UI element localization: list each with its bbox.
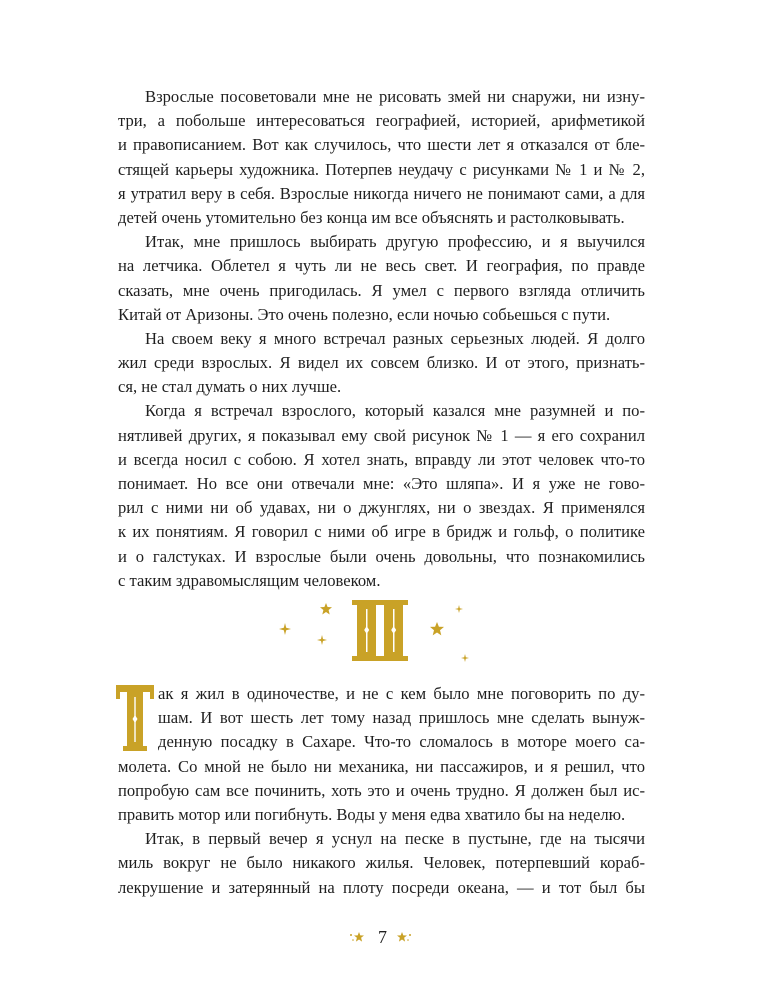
text-line: и всегда носил с собою. Я хотел знать, вправду ли этот человек что-то (118, 449, 645, 469)
body-text-top (118, 85, 645, 593)
text-line: Когда я встречал взрослого, который казался мне разумней и по- (145, 401, 645, 421)
roman-numeral-two (352, 600, 408, 661)
text-line: миль вокруг не было никакого жилья. Человек, потерпевший кораб- (118, 853, 645, 873)
text-line: три, а побольше интересоваться географией, историей, арифметикой (118, 111, 645, 131)
text-line: денную посадку в Сахаре. Что-то сломалось в моторе моего са- (158, 732, 645, 752)
star-icon (455, 605, 463, 613)
star-icon (317, 635, 327, 645)
text-line: ак я жил в одиночестве, и не с кем было мне поговорить по ду- (158, 684, 645, 703)
text-line: молета. Со мной не было ни механика, ни пассажиров, и я решил, что (118, 756, 645, 776)
text-line: На своем веку я много встречал разных серьезных людей. Я долго (145, 328, 645, 348)
text-line: сказать, мне очень пригодилась. Я умел с первого взгляда отличить (118, 280, 645, 300)
text-line: Взрослые посоветовали мне не рисовать змей ни снаружи, ни изну- (145, 87, 645, 106)
text-line: жил среди взрослых. Я видел их совсем близко. И от этого, признать- (118, 353, 645, 373)
star-icon (320, 603, 332, 615)
page-footer (0, 922, 765, 952)
text-line: с таким здравомыслящим человеком. (118, 570, 381, 590)
text-line: лекрушение и затерянный на плоту посреди океана, — и тот был бы (118, 877, 645, 897)
text-line: стящей карьеры художника. Потерпев неудачу с рисунками № 1 и № 2, (118, 159, 645, 179)
page-number: 7 (378, 927, 387, 947)
text-line: на летчика. Облетел я чуть ли не весь свет. И география, по правде (118, 256, 645, 276)
text-line: нятливей других, я показывал ему свой рисунок № 1 — я его сохранил (118, 425, 645, 445)
body-text-bottom (118, 682, 645, 900)
text-line: ся, не стал думать о них лучше. (118, 377, 342, 397)
text-line: детей очень утомительно без конца им все объяснять и растолковывать. (118, 207, 625, 227)
text-line: понимает. Но все они отвечали мне: «Это шляпа». И я уже не гово- (118, 474, 645, 493)
text-line: править мотор или погибнуть. Воды у меня едва хватило бы на неделю. (118, 804, 626, 824)
text-line: Итак, мне пришлось выбирать другую профессию, и я выучился (145, 232, 645, 252)
text-line: и о галстуках. И взрослые были очень довольны, что познакомились (118, 546, 645, 566)
text-line: я утратил веру в себя. Взрослые никогда ничего не понимают сами, а для (118, 183, 645, 203)
text-line: шам. И вот шесть лет тому назад пришлось мне сделать вынуж- (158, 708, 645, 728)
chapter-numeral-ornament (0, 596, 765, 666)
text-line: попробую сам все починить, хоть это и очень трудно. Я должен был ис- (118, 780, 645, 800)
text-line: рил с ними ни об удавах, ни о джунглях, ни о звездах. Я применялся (118, 498, 645, 518)
text-line: Итак, в первый вечер я уснул на песке в пустыне, где на тысячи (145, 829, 645, 849)
text-line: Китай от Аризоны. Это очень полезно, если ночью собьешься с пути. (118, 304, 611, 324)
chapter-heading (0, 596, 765, 666)
text-line: и правописанием. Вот как случилось, что шести лет я отказался от бле- (118, 135, 645, 155)
star-icon (461, 654, 469, 662)
star-icon (430, 622, 444, 635)
text-line: к их понятиям. Я говорил с ними об игре в бридж и гольф, о политике (118, 522, 645, 542)
star-icon (279, 623, 291, 635)
